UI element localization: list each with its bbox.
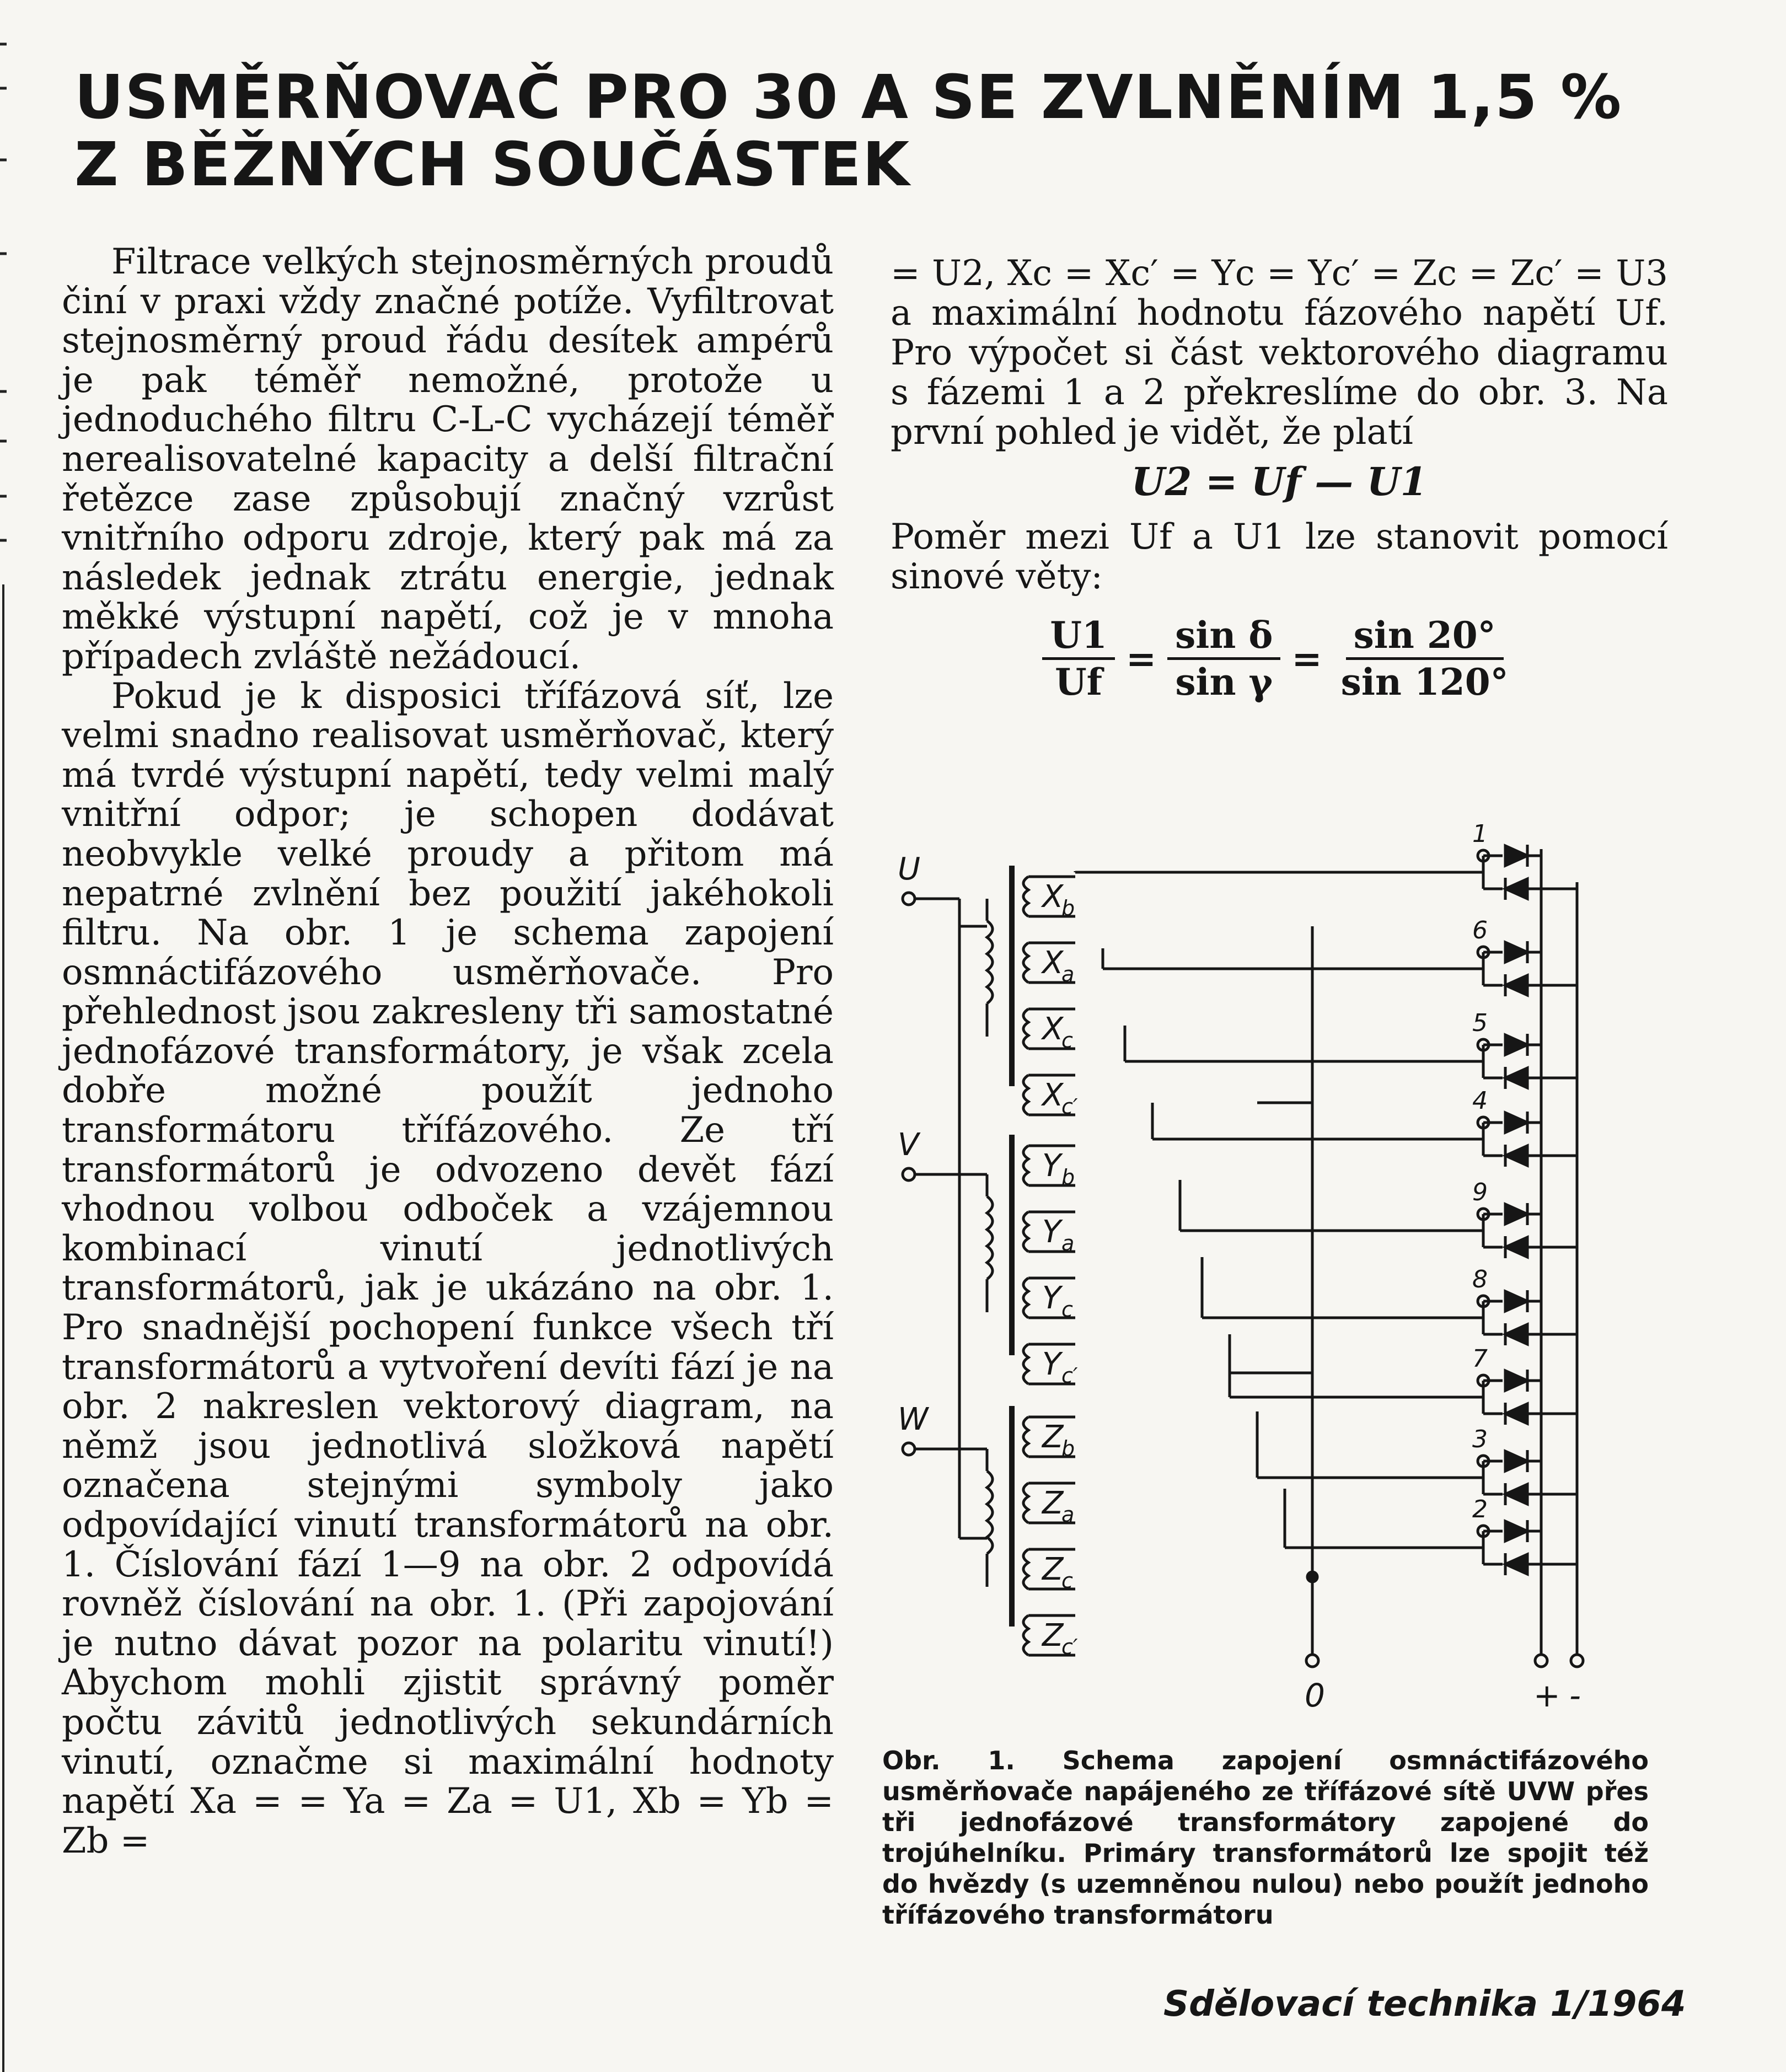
phase-number-3: 3 — [1472, 1425, 1488, 1453]
input-label-u: U — [898, 851, 920, 887]
paragraph-2: Pokud je k disposici třífázová síť, lze velmi snadno realisovat usměrňovač, který má tvrdé výstupní napětí, tedy velmi malý vnitřní odpor; je schopen dodávat neobvykle velké proudy a přitom má nepatrné zvlnění bez použití jakéhokoli filtru. Na obr. 1 je schema zapojení osmnáctifázového usměrňovače. Pro přehlednost jsou zakresleny tři samostatné jednofázové transformátory, je však zcela dobře možné použít jednoho transformátoru třífázového. Ze tří transformátorů je odvozeno devět fází vhodnou volbou odboček a vzájemnou kombinací vinutí jednotlivých transformátorů, jak je ukázáno na obr. 1. Pro snadnější pochopení funkce všech tří transformátorů a vytvoření devíti fází je na obr. 2 nakreslen vektorový diagram, na němž jsou jednotlivá složková napětí označena stejnými symboly jako odpovídající vinutí transformátorů na obr. 1. Číslování fází 1—9 na obr. 2 odpovídá rovněž číslování na obr. 1. (Při zapojování je nutno dávat pozor na polaritu vinutí!) Abychom mohli zjistit správný poměr počtu závitů jednotlivých sekundárních vinutí, označme si maximální hodnoty napětí Xa = = Ya = Za = U1, Xb = Yb = Zb = — [62, 675, 834, 1861]
phase-number-9: 9 — [1472, 1178, 1488, 1206]
paragraph-3: = U2, Xc = Xc′ = Yc = Yc′ = Zc = Zc′ = U3 a maximální hodnotu fázového napětí Uf. Pro výpočet si část vektorového diagramu s fázemi 1 a 2 překreslíme do obr. 3. Na první pohled je vidět, že platí — [891, 253, 1668, 453]
winding-label: Z — [1042, 1419, 1064, 1455]
equals-sign: = — [1125, 637, 1157, 680]
output-terminal-label: 0 — [1305, 1677, 1325, 1714]
phase-number-5: 5 — [1472, 1009, 1488, 1037]
winding-label: X — [1042, 1011, 1064, 1047]
winding-subscript: b — [1061, 1436, 1075, 1461]
fraction-denominator: Uf — [1055, 661, 1103, 704]
winding-subscript: c — [1061, 1028, 1073, 1053]
winding-subscript: b — [1061, 1165, 1075, 1189]
phase-number-1: 1 — [1472, 820, 1488, 848]
winding-subscript: a — [1061, 1502, 1075, 1527]
equation-u2: U2 = Uf — U1 — [1131, 459, 1428, 504]
fraction-numerator: sin 20° — [1346, 613, 1504, 660]
winding-label: X — [1042, 1077, 1064, 1113]
title-line-1: USMĚRŇOVAČ PRO 30 A SE ZVLNĚNÍM 1,5 % — [74, 62, 1623, 132]
fraction-denominator: sin γ — [1175, 661, 1273, 704]
winding-label: Y — [1042, 1346, 1061, 1382]
output-terminal-label: + — [1533, 1677, 1560, 1714]
phase-number-2: 2 — [1472, 1495, 1488, 1523]
input-label-v: V — [898, 1127, 919, 1163]
winding-label: Y — [1042, 1280, 1061, 1316]
fraction-denominator: sin 120° — [1340, 661, 1509, 704]
winding-label: Y — [1042, 1214, 1061, 1250]
winding-subscript: c′ — [1061, 1094, 1078, 1119]
fraction-numerator: sin δ — [1167, 613, 1280, 660]
winding-label: Z — [1042, 1552, 1064, 1587]
winding-subscript: a — [1061, 1231, 1075, 1255]
paragraph-1: Filtrace velkých stejnosměrných proudů činí v praxi vždy značné potíže. Vyfiltrovat stejnosměrný proud řádu desítek ampérů je pak téměř nemožné, protože u jednoduchého filtru C-L-C vycházejí téměř nerealisovatelné kapacity a delší filtrační řetězce zase způsobují značný vzrůst vnitřního odporu zdroje, který pak má za následek jednak ztrátu energie, jednak měkké výstupní napětí, což je v mnoha případech zvláště nežádoucí. — [62, 241, 834, 677]
winding-subscript: b — [1061, 896, 1075, 920]
winding-label: Y — [1042, 1148, 1061, 1184]
phase-number-7: 7 — [1472, 1345, 1488, 1373]
winding-subscript: c — [1061, 1297, 1073, 1322]
equals-sign: = — [1291, 637, 1322, 680]
figure-caption: Obr. 1. Schema zapojení osmnáctifázového usměrňovače napájeného ze třífázové sítě UVW přes tři jednofázové transformátory zapojené do trojúhelníku. Primáry transformátorů lze spojit též do hvězdy (s uzemněnou nulou) nebo použít jednoho třífázového transformátoru — [882, 1746, 1649, 1930]
winding-subscript: c′ — [1061, 1364, 1078, 1388]
winding-label: X — [1042, 879, 1064, 915]
winding-label: X — [1042, 945, 1064, 981]
winding-subscript: c′ — [1061, 1635, 1078, 1659]
title-line-2: Z BĚŽNÝCH SOUČÁSTEK — [74, 129, 911, 200]
winding-label: Z — [1042, 1618, 1064, 1654]
winding-label: Z — [1042, 1485, 1064, 1521]
fraction-numerator: U1 — [1042, 613, 1114, 660]
output-terminal-label: - — [1569, 1677, 1581, 1714]
winding-subscript: c — [1061, 1569, 1073, 1593]
input-label-w: W — [898, 1402, 929, 1437]
winding-subscript: a — [1061, 962, 1075, 986]
phase-number-8: 8 — [1472, 1265, 1488, 1293]
phase-number-6: 6 — [1472, 916, 1488, 944]
journal-footer: Sdělovací technika 1/1964 — [1163, 1984, 1686, 2025]
paragraph-4: Poměr mezi Uf a U1 lze stanovit pomocí sinové věty: — [891, 517, 1668, 597]
phase-number-4: 4 — [1472, 1087, 1488, 1115]
